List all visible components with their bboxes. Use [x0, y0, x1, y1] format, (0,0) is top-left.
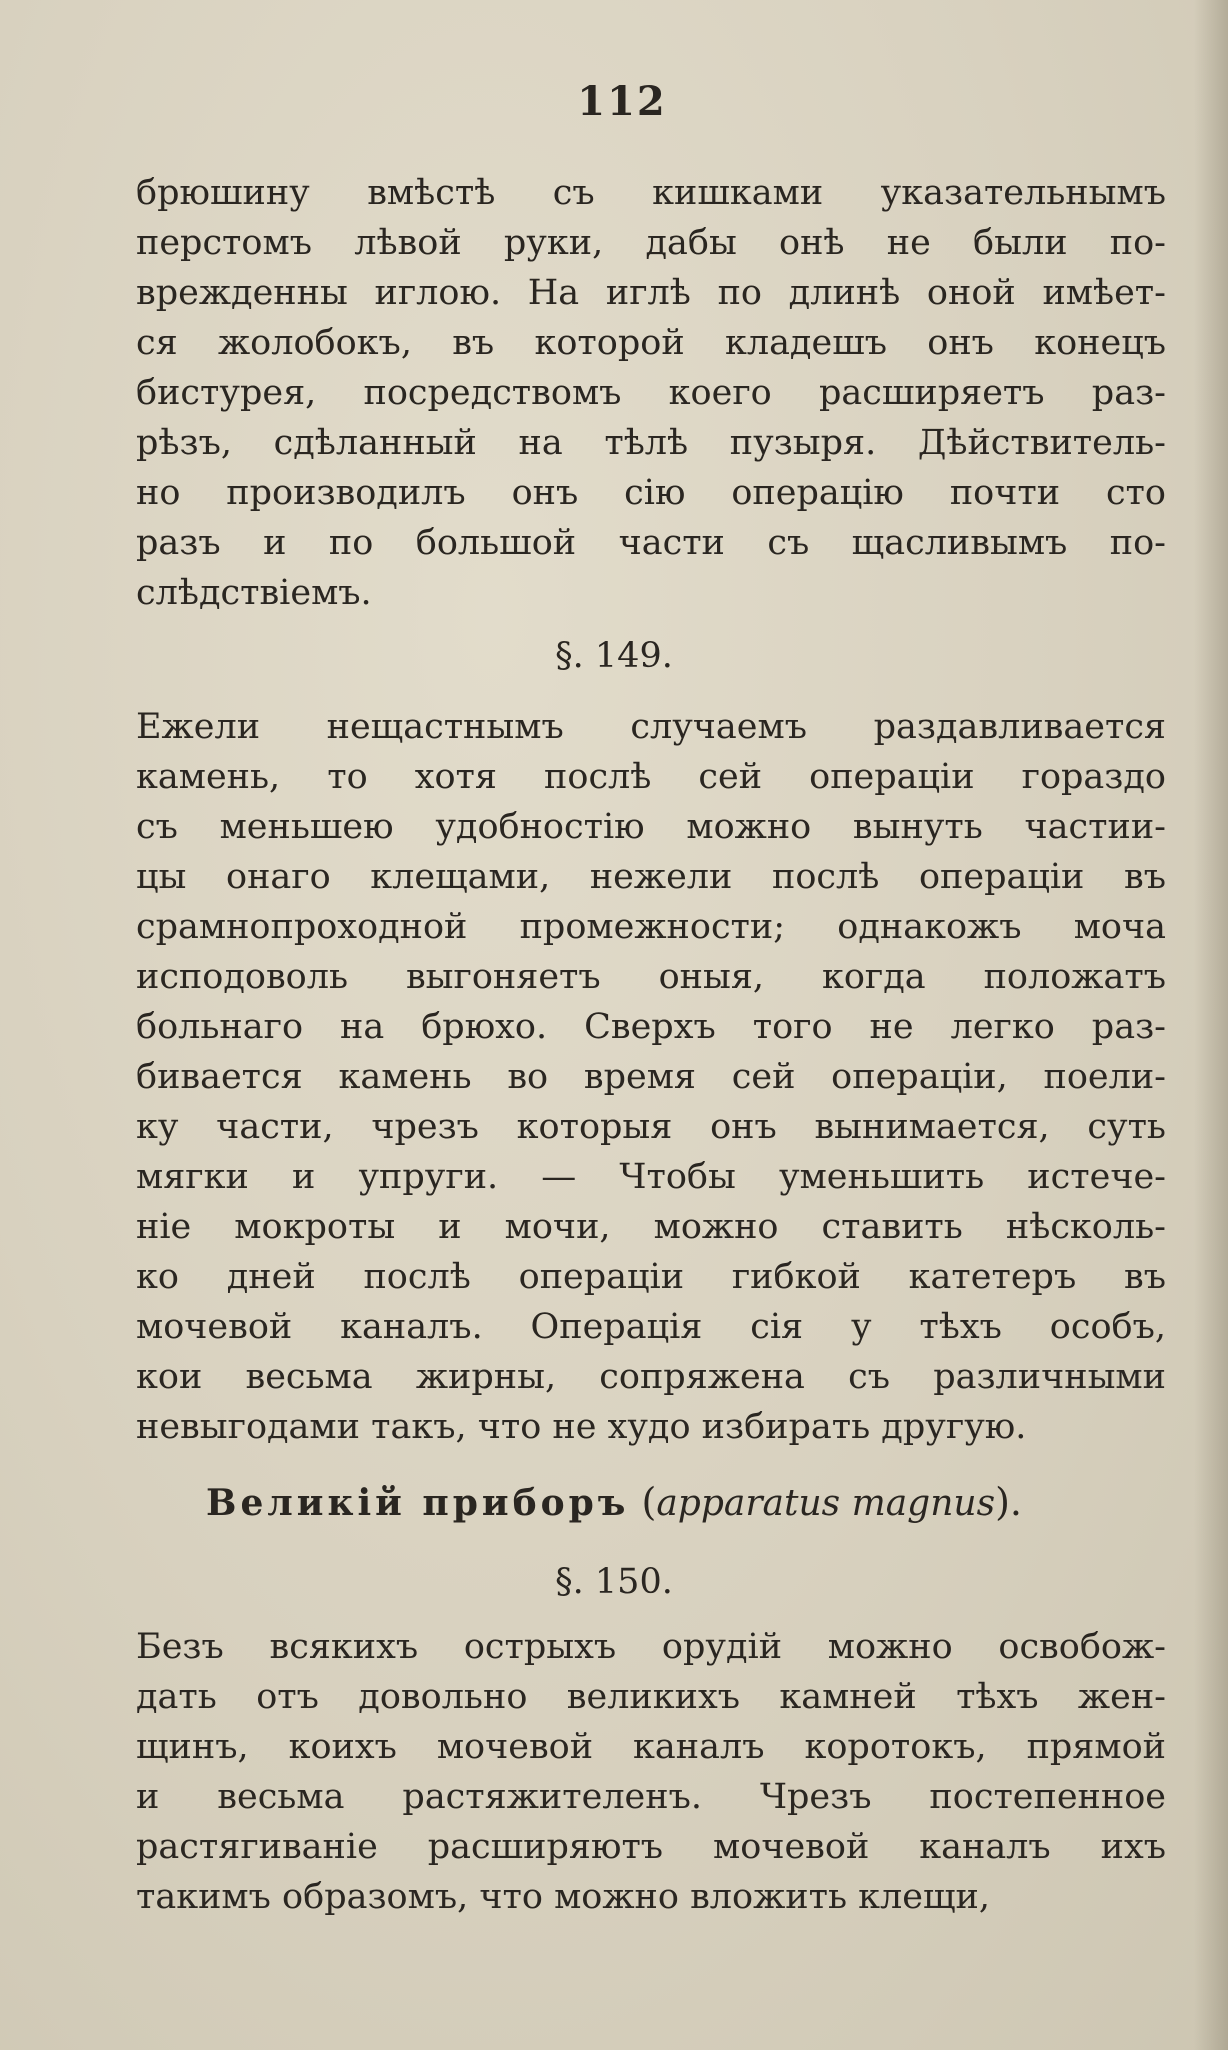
text-line: Безъ всякихъ острыхъ орудій можно освобож-: [136, 1627, 1166, 1667]
text-line: невыгодами такъ, что не худо избирать другую.: [136, 1407, 1027, 1447]
text-line: дать отъ довольно великихъ камней тѣхъ жен-: [136, 1677, 1166, 1717]
page-edge-shadow: [1194, 0, 1228, 2050]
text-line: ніе мокроты и мочи, можно ставить нѣсколь-: [136, 1207, 1166, 1247]
heading-latin: apparatus magnus: [656, 1483, 996, 1524]
heading-russian: Великій приборъ: [206, 1482, 630, 1524]
text-line: слѣдствіемъ.: [136, 573, 372, 613]
text-line: мягки и упруги. — Чтобы уменьшить истече-: [136, 1157, 1166, 1197]
text-line: растягиваніе расширяютъ мочевой каналъ ихъ: [136, 1827, 1166, 1867]
text-line: но производилъ онъ сію операцію почти сто: [136, 473, 1166, 513]
text-line: ся жолобокъ, въ которой кладешъ онъ конецъ: [136, 323, 1166, 363]
text-line: цы онаго клещами, нежели послѣ операціи въ: [136, 857, 1166, 897]
text-line: кои весьма жирны, сопряжена съ различными: [136, 1357, 1166, 1397]
text-line: рѣзъ, сдѣланный на тѣлѣ пузыря. Дѣйствитель-: [136, 423, 1166, 463]
text-line: бистурея, посредствомъ коего расширяетъ раз-: [136, 373, 1166, 413]
paragraph-2: [136, 702, 1166, 1452]
text-line: щинъ, коихъ мочевой каналъ коротокъ, прямой: [136, 1727, 1166, 1767]
text-line: исподоволь выгоняетъ оныя, когда положатъ: [136, 957, 1166, 997]
text-line: Ежели нещастнымъ случаемъ раздавливается: [136, 707, 1166, 747]
text-line: разъ и по большой части съ щасливымъ по-: [136, 523, 1166, 563]
paragraph-3: [136, 1622, 1166, 1922]
text-line: ку части, чрезъ которыя онъ вынимается, суть: [136, 1107, 1166, 1147]
text-line: такимъ образомъ, что можно вложить клещи,: [136, 1877, 990, 1917]
page-number: 112: [577, 78, 667, 125]
text-line: мочевой каналъ. Операція сія у тѣхъ особъ,: [136, 1307, 1166, 1347]
text-line: перстомъ лѣвой руки, дабы онѣ не были по-: [136, 223, 1166, 263]
text-line: срамнопроходной промежности; однакожъ моча: [136, 907, 1166, 947]
text-line: больнаго на брюхо. Сверхъ того не легко раз-: [136, 1007, 1166, 1047]
section-heading: [0, 1480, 1228, 1524]
text-line: ко дней послѣ операціи гибкой катетеръ въ: [136, 1257, 1166, 1297]
heading-paren-open: (: [641, 1480, 657, 1524]
text-line: врежденны иглою. На иглѣ по длинѣ оной имѣет-: [136, 273, 1166, 313]
text-line: камень, то хотя послѣ сей операціи гораздо: [136, 757, 1166, 797]
text-line: и весьма растяжителенъ. Чрезъ постепенное: [136, 1777, 1166, 1817]
section-150-mark: §. 150.: [555, 1562, 673, 1602]
section-149-mark: §. 149.: [555, 636, 673, 676]
paragraph-1: [136, 168, 1166, 618]
heading-paren-close: ).: [995, 1480, 1022, 1524]
text-line: брюшину вмѣстѣ съ кишками указательнымъ: [136, 173, 1166, 213]
text-line: бивается камень во время сей операціи, поели-: [136, 1057, 1166, 1097]
text-line: съ меньшею удобностію можно вынуть частии-: [136, 807, 1166, 847]
